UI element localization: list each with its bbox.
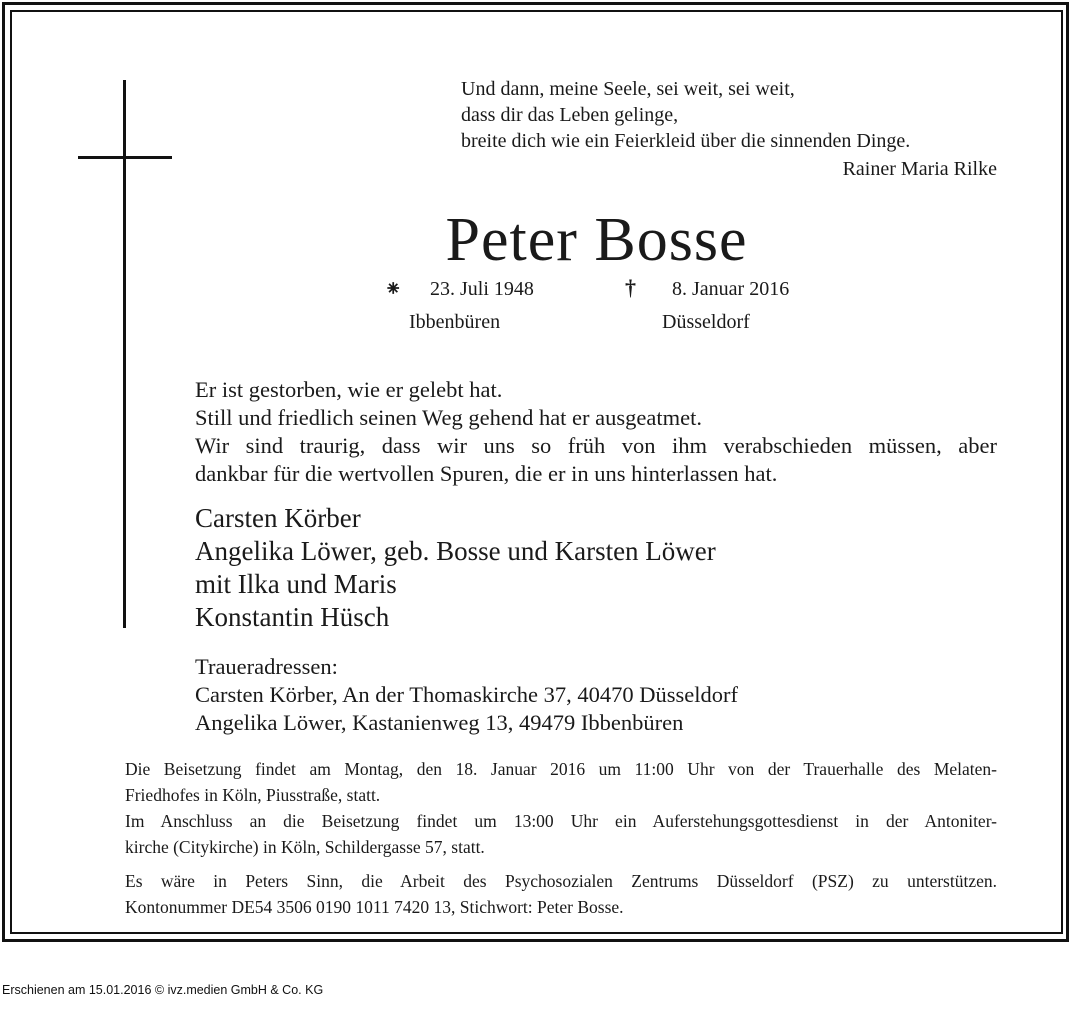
birth-date: 23. Juli 1948 — [430, 278, 534, 300]
birth-place: Ibbenbüren — [409, 311, 501, 333]
family-member: Angelika Löwer, geb. Bosse und Karsten Löwer — [195, 536, 716, 566]
poem-line: Und dann, meine Seele, sei weit, sei weit, — [461, 78, 795, 100]
death-place: Düsseldorf — [662, 311, 750, 333]
family-member: mit Ilka und Maris — [195, 569, 397, 599]
memorial-line: Wir sind traurig, dass wir uns so früh von ihm verabschieden müssen, aber — [195, 433, 997, 458]
death-cross-icon: † — [625, 275, 636, 300]
funeral-note-line: Die Beisetzung findet am Montag, den 18. Januar 2016 um 11:00 Uhr von der Trauerhalle des Melaten- — [125, 759, 997, 779]
death-date: 8. Januar 2016 — [672, 278, 790, 300]
notes-spacer — [125, 860, 997, 868]
memorial-line: Still und friedlich seinen Weg gehend hat er ausgeatmet. — [195, 405, 702, 430]
memorial-line: Er ist gestorben, wie er gelebt hat. — [195, 377, 503, 402]
address-line: Carsten Körber, An der Thomaskirche 37, 40470 Düsseldorf — [195, 682, 738, 707]
addresses-heading: Traueradressen: — [195, 654, 338, 679]
poem-line: breite dich wie ein Feierkleid über die sinnenden Dinge. — [461, 130, 911, 152]
funeral-note-line: Friedhofes in Köln, Piusstraße, statt. — [125, 785, 381, 805]
mourning-addresses — [195, 653, 738, 737]
donation-note-line: Kontonummer DE54 3506 0190 1011 7420 13, Stichwort: Peter Bosse. — [125, 897, 624, 917]
family-member: Carsten Körber — [195, 503, 361, 533]
funeral-note-line: Im Anschluss an die Beisetzung findet um 13:00 Uhr ein Auferstehungsgottesdienst in der Antoniter- — [125, 811, 997, 831]
poem-author: Rainer Maria Rilke — [842, 158, 997, 180]
cross-vertical-beam — [123, 80, 126, 628]
family-names — [195, 502, 716, 634]
memorial-line: dankbar für die wertvollen Spuren, die er in uns hinterlassen hat. — [195, 461, 778, 486]
poem-quote — [461, 76, 910, 154]
funeral-note-line: kirche (Citykirche) in Köln, Schildergasse 57, statt. — [125, 837, 485, 857]
address-line: Angelika Löwer, Kastanienweg 13, 49479 Ibbenbüren — [195, 710, 684, 735]
birth-star-icon: ⁕ — [384, 276, 403, 301]
family-member: Konstantin Hüsch — [195, 602, 390, 632]
memorial-words — [195, 376, 997, 488]
poem-line: dass dir das Leben gelinge, — [461, 104, 679, 126]
cross-horizontal-beam — [78, 156, 172, 159]
deceased-name: Peter Bosse — [445, 206, 748, 274]
funeral-notes — [125, 756, 997, 920]
donation-note-line: Es wäre in Peters Sinn, die Arbeit des Psychosozialen Zentrums Düsseldorf (PSZ) zu unterstützen. — [125, 871, 997, 891]
publication-footer: Erschienen am 15.01.2016 © ivz.medien GmbH & Co. KG — [2, 983, 324, 997]
